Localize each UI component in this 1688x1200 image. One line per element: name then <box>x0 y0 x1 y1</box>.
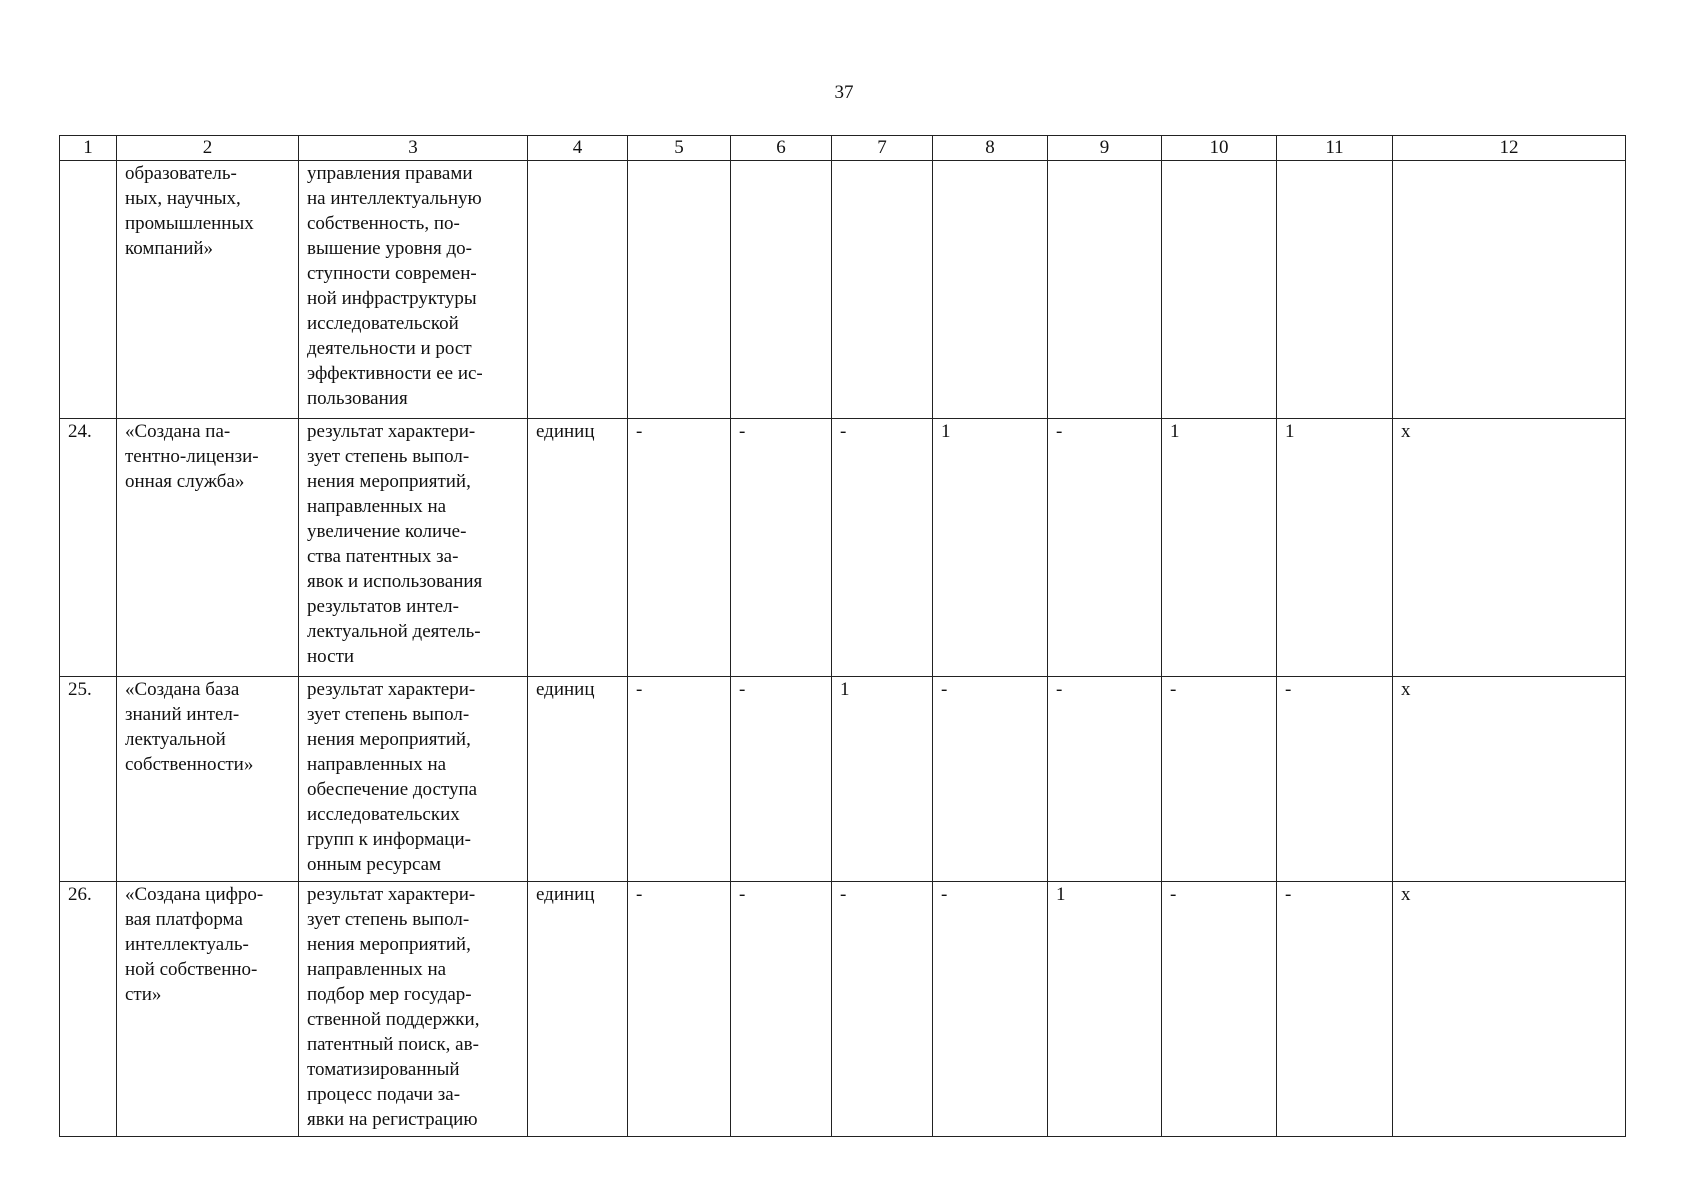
table-row <box>60 882 1626 1137</box>
value-cell: 1 <box>933 419 1048 677</box>
unit-cell: единиц <box>528 677 628 882</box>
value-cell <box>628 161 731 419</box>
column-header: 5 <box>628 136 731 161</box>
column-header: 2 <box>117 136 299 161</box>
mark-cell: х <box>1393 419 1626 677</box>
unit-cell <box>528 161 628 419</box>
value-cell: - <box>933 882 1048 1137</box>
value-cell: - <box>628 882 731 1137</box>
value-cell: 1 <box>832 677 933 882</box>
column-header: 8 <box>933 136 1048 161</box>
value-cell: - <box>933 677 1048 882</box>
value-cell: - <box>832 419 933 677</box>
result-name: «Создана цифро- вая платформа интеллектуаль- ной собственно- сти» <box>117 882 299 1137</box>
unit-cell: единиц <box>528 882 628 1137</box>
value-cell: - <box>1048 419 1162 677</box>
result-description: результат характери- зует степень выпол- нения мероприятий, направленных на увеличение количе- ства патентных за- явок и использования результатов интел- лектуальной деятель- ности <box>299 419 528 677</box>
value-cell <box>1048 161 1162 419</box>
value-cell: - <box>1277 882 1393 1137</box>
header-row <box>60 136 1626 161</box>
value-cell: - <box>628 419 731 677</box>
result-name: образователь- ных, научных, промышленных компаний» <box>117 161 299 419</box>
data-table <box>59 135 1626 1137</box>
value-cell: 1 <box>1048 882 1162 1137</box>
value-cell: - <box>1277 677 1393 882</box>
row-number <box>60 161 117 419</box>
table-row <box>60 419 1626 677</box>
value-cell: - <box>832 882 933 1137</box>
result-name: «Создана база знаний интел- лектуальной собственности» <box>117 677 299 882</box>
result-description: управления правами на интеллектуальную собственность, по- вышение уровня до- ступности современ- ной инфраструктуры исследовательской деятельности и рост эффективности ее ис- пользования <box>299 161 528 419</box>
page-number: 37 <box>834 82 854 103</box>
column-header: 1 <box>60 136 117 161</box>
table-row <box>60 677 1626 882</box>
row-number: 24. <box>60 419 117 677</box>
column-header: 6 <box>731 136 832 161</box>
value-cell <box>1162 161 1277 419</box>
value-cell: - <box>731 677 832 882</box>
value-cell <box>731 161 832 419</box>
value-cell: - <box>731 419 832 677</box>
value-cell: 1 <box>1277 419 1393 677</box>
column-header: 9 <box>1048 136 1162 161</box>
mark-cell <box>1393 161 1626 419</box>
column-header: 7 <box>832 136 933 161</box>
value-cell <box>832 161 933 419</box>
unit-cell: единиц <box>528 419 628 677</box>
table-row <box>60 161 1626 419</box>
value-cell: - <box>1048 677 1162 882</box>
result-description: результат характери- зует степень выпол- нения мероприятий, направленных на обеспечение доступа исследовательских групп к информаци- онным ресурсам <box>299 677 528 882</box>
column-header: 10 <box>1162 136 1277 161</box>
value-cell <box>1277 161 1393 419</box>
mark-cell: х <box>1393 882 1626 1137</box>
result-description: результат характери- зует степень выпол- нения мероприятий, направленных на подбор мер государ- ственной поддержки, патентный поиск, ав- томатизированный процесс подачи за- явки на регистрацию <box>299 882 528 1137</box>
mark-cell: х <box>1393 677 1626 882</box>
column-header: 4 <box>528 136 628 161</box>
value-cell: - <box>628 677 731 882</box>
column-header: 3 <box>299 136 528 161</box>
row-number: 25. <box>60 677 117 882</box>
value-cell: - <box>1162 882 1277 1137</box>
result-name: «Создана па- тентно-лицензи- онная служба» <box>117 419 299 677</box>
value-cell <box>933 161 1048 419</box>
value-cell: 1 <box>1162 419 1277 677</box>
column-header: 11 <box>1277 136 1393 161</box>
value-cell: - <box>731 882 832 1137</box>
value-cell: - <box>1162 677 1277 882</box>
column-header: 12 <box>1393 136 1626 161</box>
row-number: 26. <box>60 882 117 1137</box>
